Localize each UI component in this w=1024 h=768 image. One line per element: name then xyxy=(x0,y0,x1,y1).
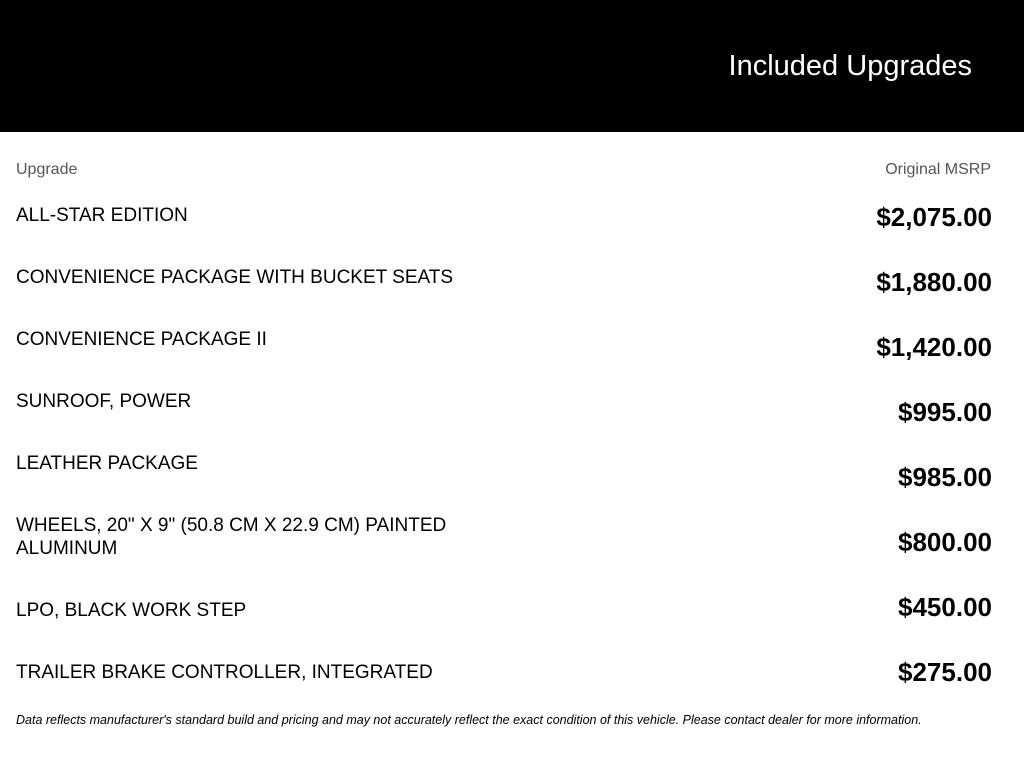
upgrade-row xyxy=(16,204,992,264)
upgrade-price: $995.00 xyxy=(898,397,992,427)
upgrade-price: $2,075.00 xyxy=(876,202,992,232)
upgrade-name: CONVENIENCE PACKAGE WITH BUCKET SEATS xyxy=(16,267,454,288)
upgrade-name: LPO, BLACK WORK STEP xyxy=(16,600,247,621)
upgrade-price: $450.00 xyxy=(898,592,992,622)
upgrade-row xyxy=(16,452,992,512)
page-title: Included Upgrades xyxy=(728,50,972,82)
column-header-msrp: Original MSRP xyxy=(885,161,991,178)
upgrade-price: $985.00 xyxy=(898,462,992,492)
upgrade-row xyxy=(16,592,992,659)
upgrade-name: LEATHER PACKAGE xyxy=(16,453,198,474)
upgrade-name: ALL-STAR EDITION xyxy=(16,205,188,226)
upgrade-price: $1,880.00 xyxy=(876,267,992,297)
upgrade-row xyxy=(16,328,992,388)
upgrade-price: $800.00 xyxy=(898,527,992,557)
upgrade-price: $275.00 xyxy=(898,657,992,687)
upgrade-row xyxy=(16,266,992,326)
upgrade-row xyxy=(16,514,992,574)
upgrade-price: $1,420.00 xyxy=(876,332,992,362)
disclaimer-text: Data reflects manufacturer's standard build and pricing and may not accurately reflect the exact condition of this vehicle. Please contact dealer for more information. xyxy=(16,713,922,727)
column-header-upgrade: Upgrade xyxy=(16,161,78,178)
upgrade-name: SUNROOF, POWER xyxy=(16,391,192,412)
header-bar xyxy=(0,0,1024,132)
upgrade-name: CONVENIENCE PACKAGE II xyxy=(16,329,267,350)
upgrade-row xyxy=(16,390,992,450)
upgrade-name: TRAILER BRAKE CONTROLLER, INTEGRATED xyxy=(16,662,433,683)
upgrade-name: WHEELS, 20" X 9" (50.8 CM X 22.9 CM) PAINTED ALUMINUM xyxy=(16,515,447,559)
